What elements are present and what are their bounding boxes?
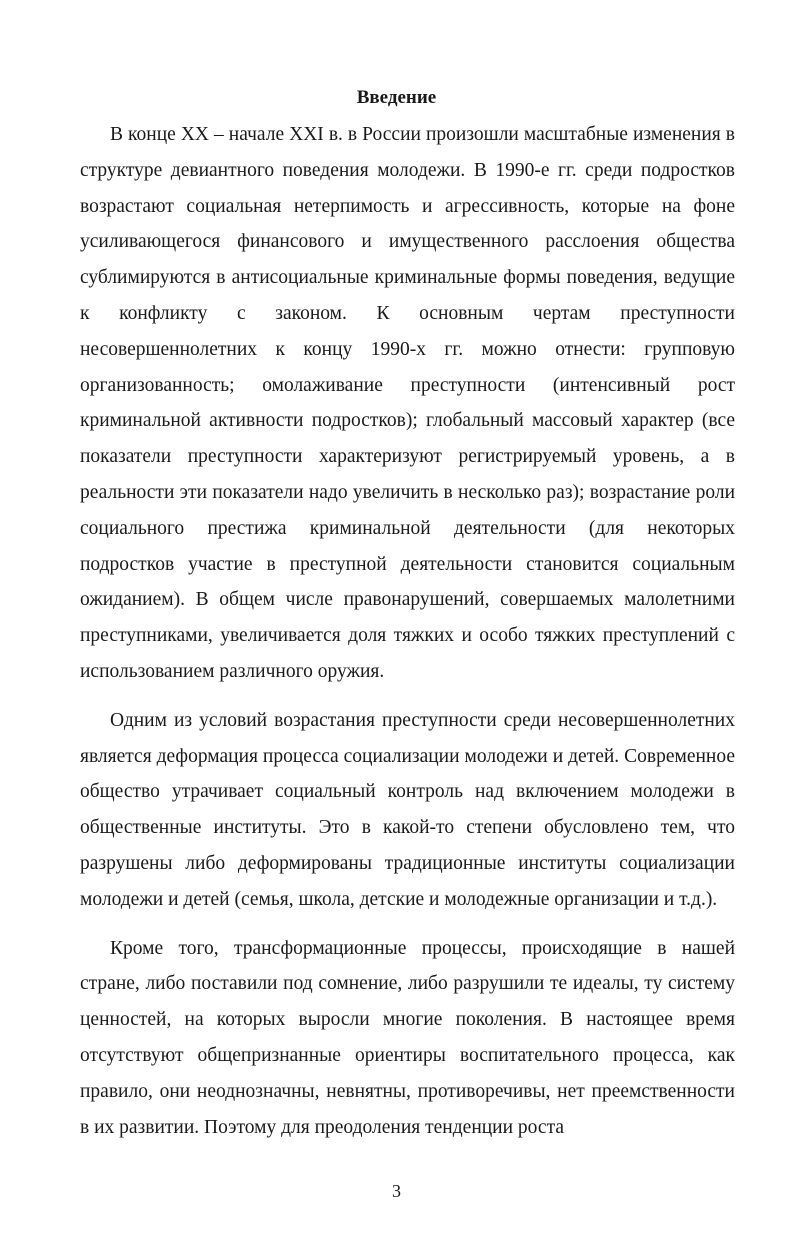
page-number: 3 bbox=[392, 1181, 401, 1201]
paragraph-3: Кроме того, трансформационные процессы, происходящие в нашей стране, либо поставили под сомнение, либо разрушили те идеалы, ту систему ценностей, на которых выросли многие поколения. В настоящее время отсутствуют общепризнанные ориентиры воспитательного процесса, как правило, они неоднозначны, невнятны, противоречивы, нет преемственности в их развитии. Поэтому для преодоления тенденции роста bbox=[80, 937, 735, 1138]
body-text bbox=[80, 117, 735, 1145]
section-title: Введение bbox=[356, 87, 437, 108]
paragraph-1: В конце XX – начале XXI в. в России произошли масштабные изменения в структуре девиантного поведения молодежи. В 1990-е гг. среди подростков возрастают социальная нетерпимость и агрессивность, которые на фоне усиливающегося финансового и имущественного расслоения общества сублимируются в антисоциальные криминальные формы поведения, ведущие к конфликту с законом. К основным чертам преступности несовершеннолетних к концу 1990-х гг. можно отнести: групповую организованность; омолаживание преступности (интенсивный рост криминальной активности подростков); глобальный массовый характер (все показатели преступности характеризуют регистрируемый уровень, а в реальности эти показатели надо увеличить в несколько раз); возрастание роли социального престижа криминальной деятельности (для некоторых подростков участие в преступной деятельности становится социальным ожиданием). В общем числе правонарушений, совершаемых малолетними преступниками, увеличивается доля тяжких и особо тяжких преступлений с использованием различного оружия. bbox=[80, 124, 735, 682]
paragraph-2: Одним из условий возрастания преступности среди несовершеннолетних является деформация процесса социализации молодежи и детей. Современное общество утрачивает социальный контроль над включением молодежи в общественные институты. Это в какой-то степени обусловлено тем, что разрушены либо деформированы традиционные институты социализации молодежи и детей (семья, школа, детские и молодежные организации и т.д.). bbox=[80, 709, 735, 910]
